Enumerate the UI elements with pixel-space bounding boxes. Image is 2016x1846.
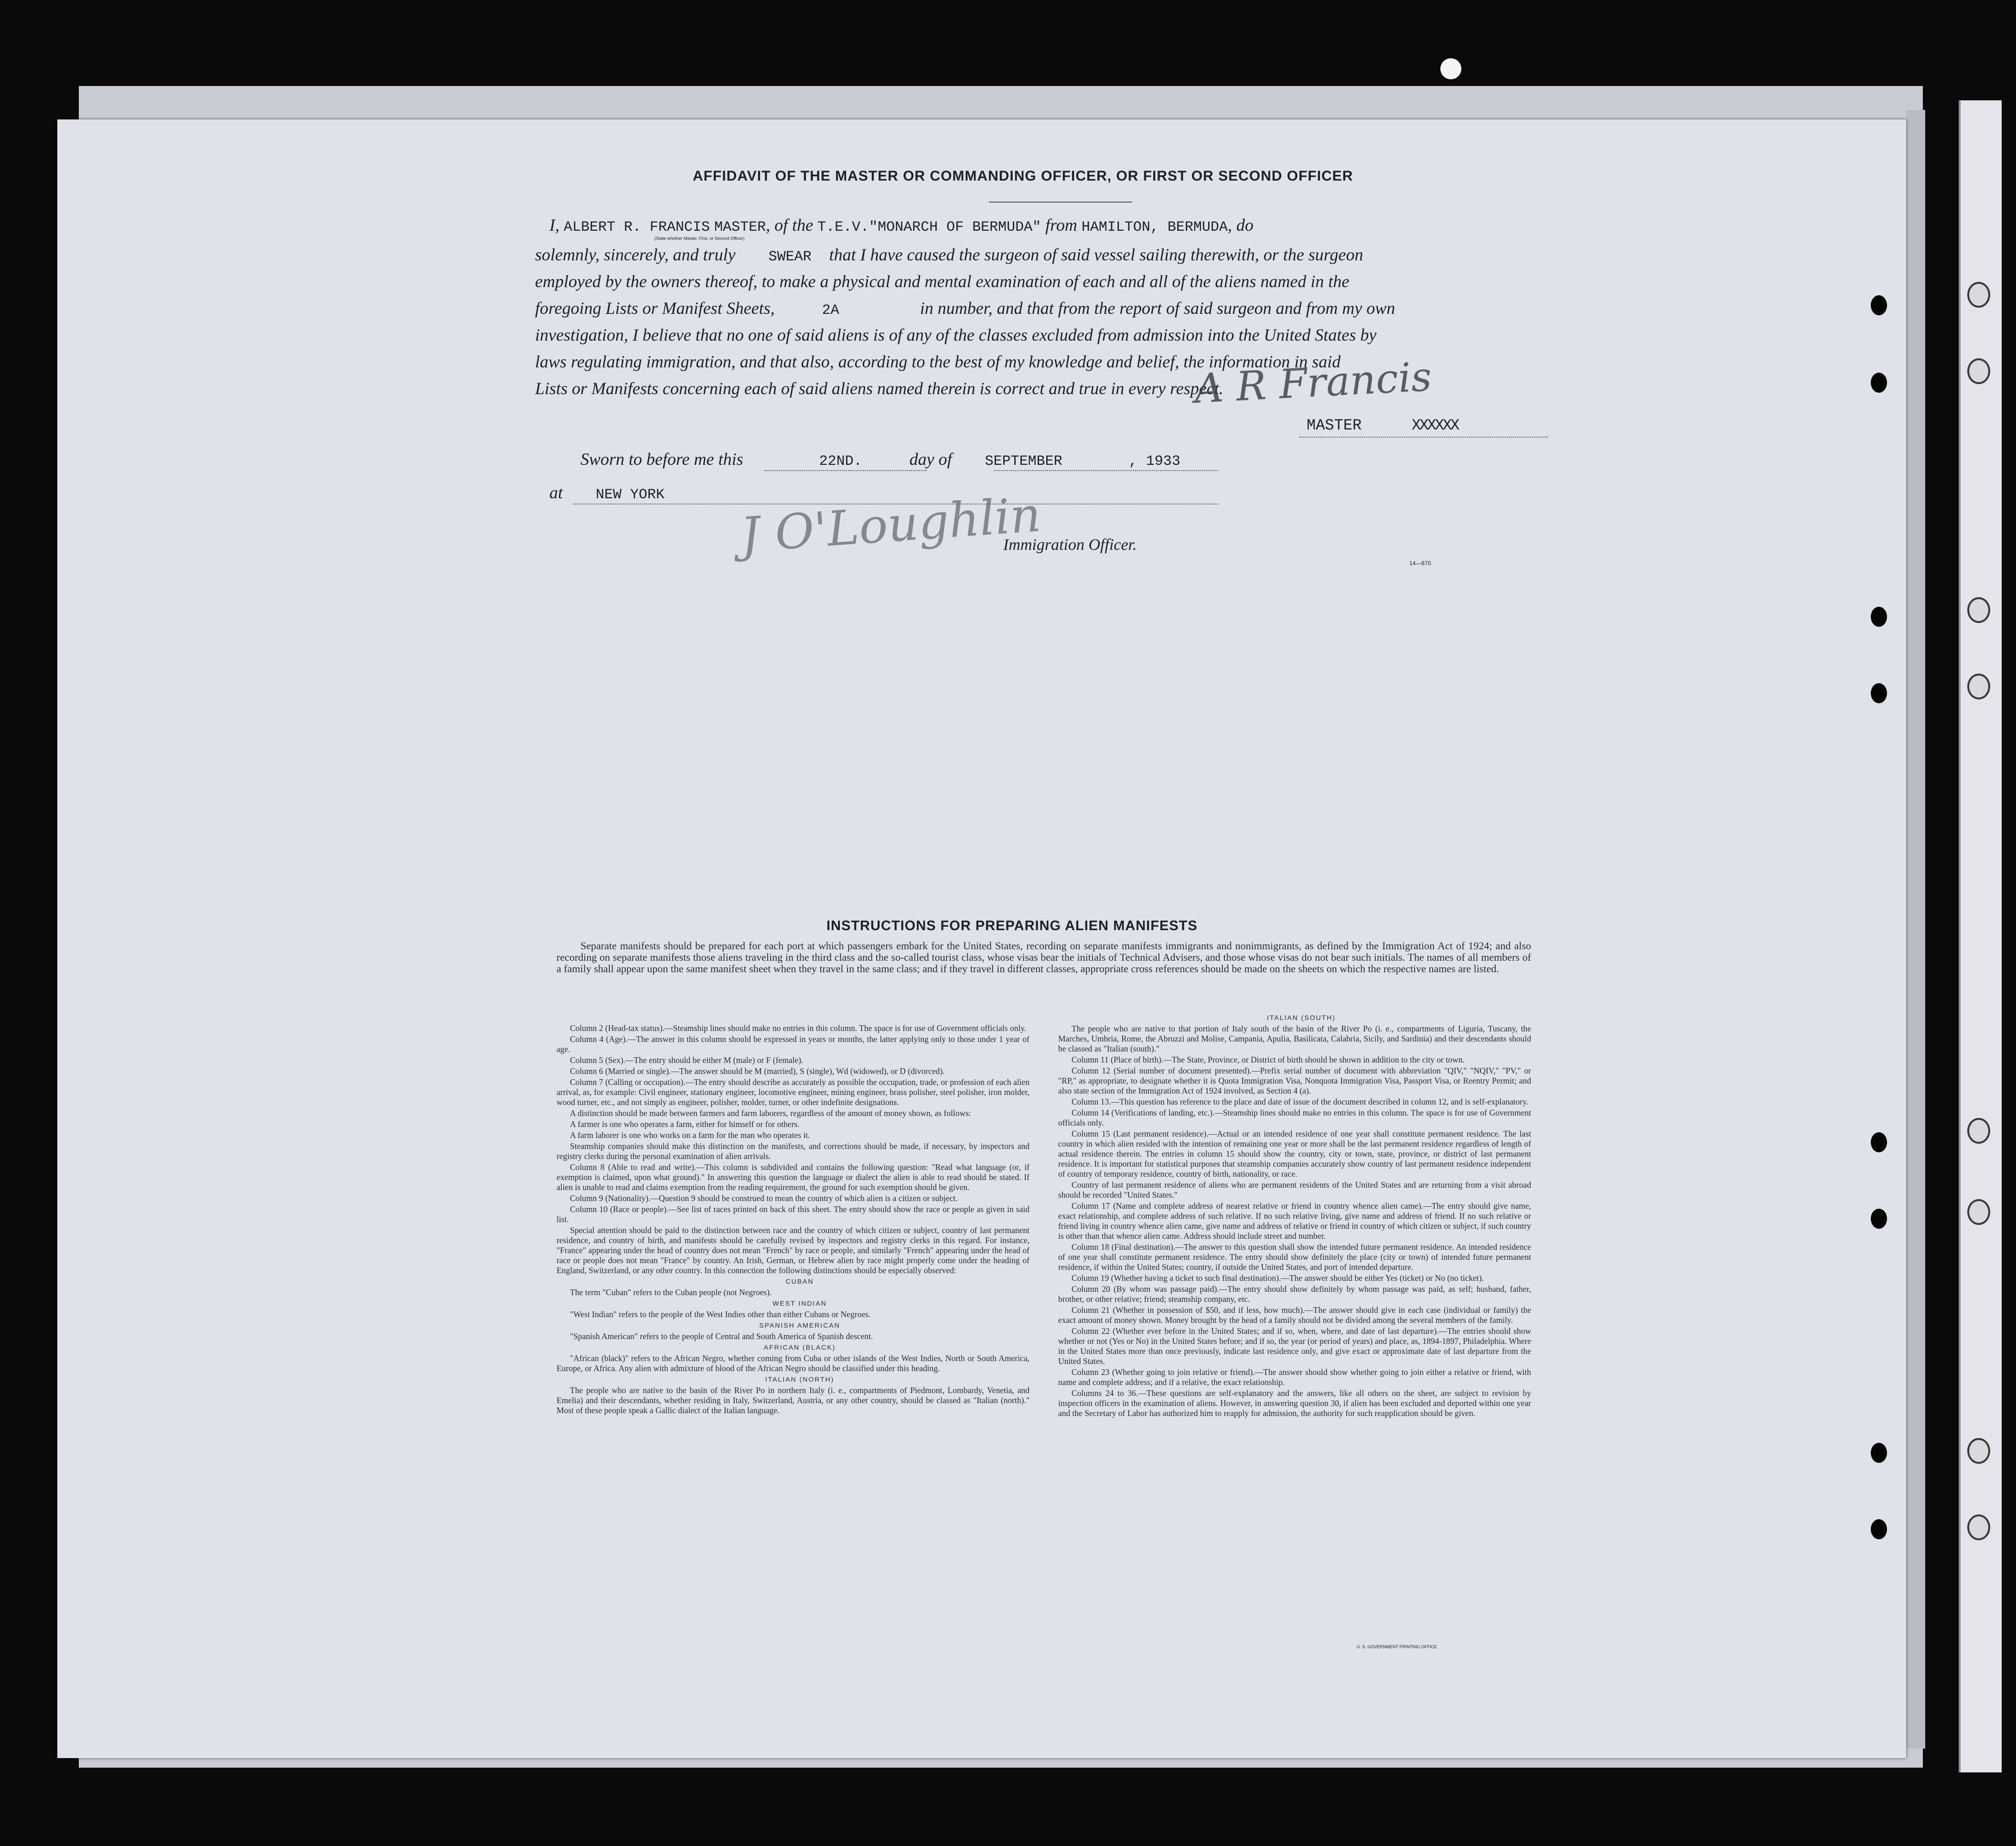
race-heading: WEST INDIAN — [772, 1299, 827, 1307]
strip-hole — [1967, 674, 1990, 699]
instruction-paragraph: Column 7 (Calling or occupation).—The entry should describe as accurately as possible the occupation, trade, or profession of each alien arrival, as, for example: Civil engineer, stationary engineer, locomotive engineer, mining engineer, brass polisher, steel polisher, iron molder, wood turner, etc., and not simply as engineer, polisher, molder, turner, or other indefinite designations. — [557, 1077, 1029, 1107]
instruction-paragraph: Column 19 (Whether having a ticket to such final destination).—The answer should be either Yes (ticket) or No (no ticket). — [1072, 1273, 1484, 1283]
binding-strip — [1959, 100, 2002, 1772]
affidavit-line-3: employed by the owners thereof, to make a physical and mental examination of each and all of the aliens named in the — [535, 272, 1350, 291]
master-rank: MASTER — [714, 219, 766, 236]
title-rule — [989, 202, 1132, 203]
punch-hole — [1871, 683, 1887, 703]
master-signature: A R Francis — [1193, 353, 1433, 412]
race-heading: ITALIAN (NORTH) — [765, 1375, 835, 1383]
punch-hole — [1871, 1209, 1887, 1229]
punch-hole — [1871, 295, 1887, 315]
instruction-paragraph: Column 21 (Whether in possession of $50, and if less, how much).—The answer should give in each case (individual or family) the exact amount of money shown. Money brought by the head of a family should not be divided among the several members of the family. — [1058, 1305, 1531, 1325]
race-heading: AFRICAN (BLACK) — [763, 1343, 836, 1351]
strip-hole — [1967, 1514, 1990, 1540]
officer-signature: J O'Loughlin — [739, 486, 1043, 563]
strip-hole — [1967, 1118, 1990, 1144]
rank-note: (State whether Master, First, or Second Officer) — [654, 236, 745, 241]
master-name: ALBERT R. FRANCIS — [564, 219, 710, 236]
instruction-paragraph: Column 13.—This question has reference to the place and date of issue of the document described in column 12, and is self-explanatory. — [1072, 1097, 1529, 1106]
instruction-paragraph: Column 14 (Verifications of landing, etc.).—Steamship lines should make no entries in this column. The space is for use of Government officials only. — [1058, 1108, 1531, 1127]
race-definition: The term "Cuban" refers to the Cuban people (not Negroes). — [570, 1288, 772, 1297]
race-definition: The people who are native to the basin of the River Po in northern Italy (i. e., compartments of Piedmont, Lombardy, Venetia, and Emelia) and their descendants, whether residing in Italy, Switzerland, Austria, or any other country, should be classed as "Italian (north)." Most of these people speak a Gallic dialect of the Italian language. — [557, 1385, 1029, 1415]
instruction-paragraph: Column 15 (Last permanent residence).—Actual or an intended residence of one year shall constitute permanent residence. The last country in which alien resided with the intention of remaining one year or more shall be the last permanent residence regardless of length of actual residence therein. The entries in column 15 should show the country, city or town, state, province, or district of last permanent residence. It is important for statistical purposes that steamship companies accurately show country of last permanent residence independent of country of temporary residence, country of birth, nationality, or race. — [1058, 1129, 1531, 1179]
instruction-paragraph: Column 23 (Whether going to join relative or friend).—The answer should show whether going to join either a relative or friend, with name and complete address; and if a relative, the exact relationship. — [1058, 1367, 1531, 1387]
struck-title: XXXXXX — [1412, 417, 1458, 434]
instructions-title: INSTRUCTIONS FOR PREPARING ALIEN MANIFESTS — [826, 918, 1198, 934]
instruction-paragraph: Columns 24 to 36.—These questions are self-explanatory and the answers, like all others on the sheet, are subject to revision by inspection officers in the examination of aliens. However, in answering question 30, if alien has been excluded and deported within one year and the Secretary of Labor has authorized him to reapply for admission, the authority for such reapplication should be given. — [1058, 1388, 1531, 1418]
instruction-paragraph: Column 22 (Whether ever before in the United States; and if so, when, where, and date of last departure).—The entries should show whether or not (Yes or No) in the United States before; and if so, the year (or period of years) and place, as, 1894-1897, Philadelphia. Where in the United States more than once previously, indicate last residence only, and give exact or approximate date of last departure from the United States. — [1058, 1326, 1531, 1366]
affidavit-line-5: investigation, I believe that no one of said aliens is of any of the classes excluded from admission into the United States by — [535, 325, 1377, 344]
instruction-paragraph: Column 2 (Head-tax status).—Steamship lines should make no entries in this column. The space is for use of Government officials only. — [570, 1023, 1027, 1033]
affidavit-line-6: laws regulating immigration, and that also, according to the best of my knowledge and belief, the information in said — [535, 352, 1341, 371]
punch-hole — [1871, 1443, 1887, 1463]
instruction-paragraph: Column 10 (Race or people).—See list of races printed on back of this sheet. The entry should show the race or people as given in said list. — [557, 1204, 1029, 1224]
instruction-paragraph: The people who are native to that portion of Italy south of the basin of the River Po (i. e., compartments of Liguria, Tuscany, the Marches, Umbria, Rome, the Abruzzi and Molise, Campania, Apulia, Basilicata, Calabria, Sicily, and Sardinia) and their descendants should be classed as "Italian (south)." — [1058, 1024, 1531, 1053]
strip-hole — [1967, 1438, 1990, 1464]
punch-hole — [1871, 1132, 1887, 1152]
race-heading: SPANISH AMERICAN — [759, 1321, 840, 1329]
departure-port: HAMILTON, BERMUDA — [1081, 219, 1228, 236]
manifest-page — [57, 119, 1906, 1758]
instruction-paragraph: Steamship companies should make this distinction on the manifests, and corrections should be made, if necessary, by inspectors and registry clerks during the personal examination of alien arrivals. — [557, 1141, 1029, 1161]
strip-hole — [1967, 282, 1990, 308]
form-number: 14—670 — [1409, 560, 1431, 567]
page-edge — [1906, 110, 1925, 1749]
punch-hole — [1871, 373, 1887, 393]
strip-hole — [1967, 358, 1990, 384]
sworn-place-line: at NEW YORK — [549, 483, 665, 503]
affidavit-title: AFFIDAVIT OF THE MASTER OR COMMANDING OFFICER, OR FIRST OR SECOND OFFICER — [693, 168, 1353, 184]
strip-hole — [1967, 1199, 1990, 1225]
instruction-paragraph: Column 12 (Serial number of document presented).—Prefix serial number of document with abbreviation "QIV," "NQIV," "PV," or "RP," as appropriate, to designate whether it is Quota Immigration Visa, Nonquota Immigration Visa, Passport Visa, or Reentry Permit; and also state section of the Immigration Act of 1924 involved, as Section 4 (a). — [1058, 1066, 1531, 1095]
sheet-count: 2A — [822, 302, 839, 319]
instruction-paragraph: Column 6 (Married or single).—The answer should be M (married), S (single), Wd (widowed), or D (divorced). — [570, 1066, 945, 1076]
affidavit-line-7: Lists or Manifests concerning each of said aliens named therein is correct and true in every respect. — [535, 379, 1223, 398]
sworn-day: 22ND. — [819, 453, 862, 470]
sworn-year: , 1933 — [1128, 453, 1180, 470]
race-heading: CUBAN — [785, 1277, 814, 1285]
instruction-paragraph: Column 8 (Able to read and write).—This column is subdivided and contains the following question: "Read what language (or, if exemption is claimed, upon what ground)." In answering this question the language or dialect the alien is able to read should be stated. If alien is unable to read and claims exemption from the reading requirement, the ground for such exemption should be given. — [557, 1162, 1029, 1192]
sworn-month: SEPTEMBER — [985, 453, 1062, 470]
race-definition: "Spanish American" refers to the people of Central and South America of Spanish descent. — [570, 1331, 873, 1341]
scanner-light-spot — [1440, 58, 1461, 79]
race-heading: ITALIAN (SOUTH) — [1266, 1014, 1336, 1021]
vessel-name: T.E.V."MONARCH OF BERMUDA" — [817, 219, 1041, 236]
instruction-paragraph: Column 17 (Name and complete address of nearest relative or friend in country whence alien came).—The entry should give name, exact relationship, and complete address of such relative. If no such relative living, give name and address of friend. If no such relative or friend living in country whence alien came, give name and address of relative or friend in country of which citizen or subject, if such country is other than that whence alien came. Address should include street and number. — [1058, 1201, 1531, 1241]
affidavit-line-4: foregoing Lists or Manifest Sheets, 2A in number, and that from the report of said surgeon and from my own — [535, 299, 1395, 319]
instruction-paragraph: Column 20 (By whom was passage paid).—The entry should show definitely by whom passage was paid, as self; husband, father, brother, or other relative; friend; steamship company, etc. — [1058, 1284, 1531, 1304]
race-definition: "African (black)" refers to the African Negro, whether coming from Cuba or other islands of the West Indies, North or South America, Europe, or Africa. Any alien with admixture of blood of the African Negro should be classified under this heading. — [557, 1353, 1029, 1373]
instruction-paragraph: Column 4 (Age).—The answer in this column should be expressed in years or months, the latter applying only to those under 1 year of age. — [557, 1034, 1029, 1054]
instruction-paragraph: Column 5 (Sex).—The entry should be either M (male) or F (female). — [570, 1055, 804, 1065]
affidavit-line-1: I, ALBERT R. FRANCIS MASTER, of the T.E.V."MONARCH OF BERMUDA" from HAMILTON, BERMUDA, do — [549, 215, 1254, 236]
printer-mark: U. S. GOVERNMENT PRINTING OFFICE — [1357, 1644, 1437, 1649]
strip-hole — [1967, 597, 1990, 623]
instruction-paragraph: Country of last permanent residence of aliens who are permanent residents of the United States and are returning from a visit abroad should be recorded "United States." — [1058, 1180, 1531, 1200]
instruction-paragraph: A distinction should be made between farmers and farm laborers, regardless of the amount of money shown, as follows: — [570, 1108, 971, 1118]
sworn-line: Sworn to before me this 22ND. day of SEPTEMBER , 1933 — [580, 450, 1180, 470]
instruction-paragraph: A farmer is one who operates a farm, either for himself or for others. — [570, 1119, 800, 1129]
race-definition: "West Indian" refers to the people of the West Indies other than either Cubans or Negroes. — [570, 1309, 871, 1319]
instructions-intro: Separate manifests should be prepared for each port at which passengers embark for the United States, recording on separate manifests immigrants and nonimmigrants, as defined by the Immigration Act of 1924; and also recording on separate manifests those aliens traveling in the third class and the so-called tourist class, whose visas bear the initials of Technical Advisers, and those whose visas do not bear such initials. The names of all members of a family shall appear upon the same manifest sheet when they travel in the same class; and if they travel in different classes, appropriate cross references should be made on the sheets on which the respective names are listed. — [557, 940, 1531, 975]
officer-title: Immigration Officer. — [1003, 536, 1137, 554]
instructions-right-column — [1058, 1013, 1531, 1419]
signer-title: MASTER — [1307, 417, 1362, 434]
sworn-place: NEW YORK — [596, 487, 665, 503]
instruction-paragraph: Column 11 (Place of birth).—The State, Province, or District of birth should be shown in addition to the city or town. — [1072, 1055, 1465, 1064]
punch-hole — [1871, 1519, 1887, 1539]
instruction-paragraph: Column 9 (Nationality).—Question 9 should be construed to mean the country of which alien is a citizen or subject. — [570, 1193, 958, 1203]
instructions-left-column — [557, 1023, 1029, 1417]
instruction-paragraph: Special attention should be paid to the distinction between race and the country of which citizen or subject, country of last permanent residence, and country of birth, and manifests should be carefully revised by inspectors and registry clerks in this regard. For instance, "France" appearing under the head of country does not mean "French" by race or people, and similarly "French" appearing under the head of race or people does not mean "France" by country. An Irish, German, or Hebrew alien by race might properly come under the heading of England, Switzerland, or any other country. In this connection the following distinctions should be especially observed: — [557, 1225, 1029, 1275]
oath-type: SWEAR — [768, 249, 812, 265]
instruction-paragraph: A farm laborer is one who works on a farm for the man who operates it. — [570, 1130, 810, 1140]
affidavit-line-2: solemnly, sincerely, and truly SWEAR that I have caused the surgeon of said vessel sailing therewith, or the surgeon — [535, 245, 1363, 265]
instruction-paragraph: Column 18 (Final destination).—The answer to this question shall show the intended future permanent residence. An intended residence of one year shall constitute permanent residence. The entry should show definitely the place (city or town) of intended future permanent residence, if within the United States; country, if outside the United States, and port of intended departure. — [1058, 1242, 1531, 1272]
punch-hole — [1871, 607, 1887, 627]
